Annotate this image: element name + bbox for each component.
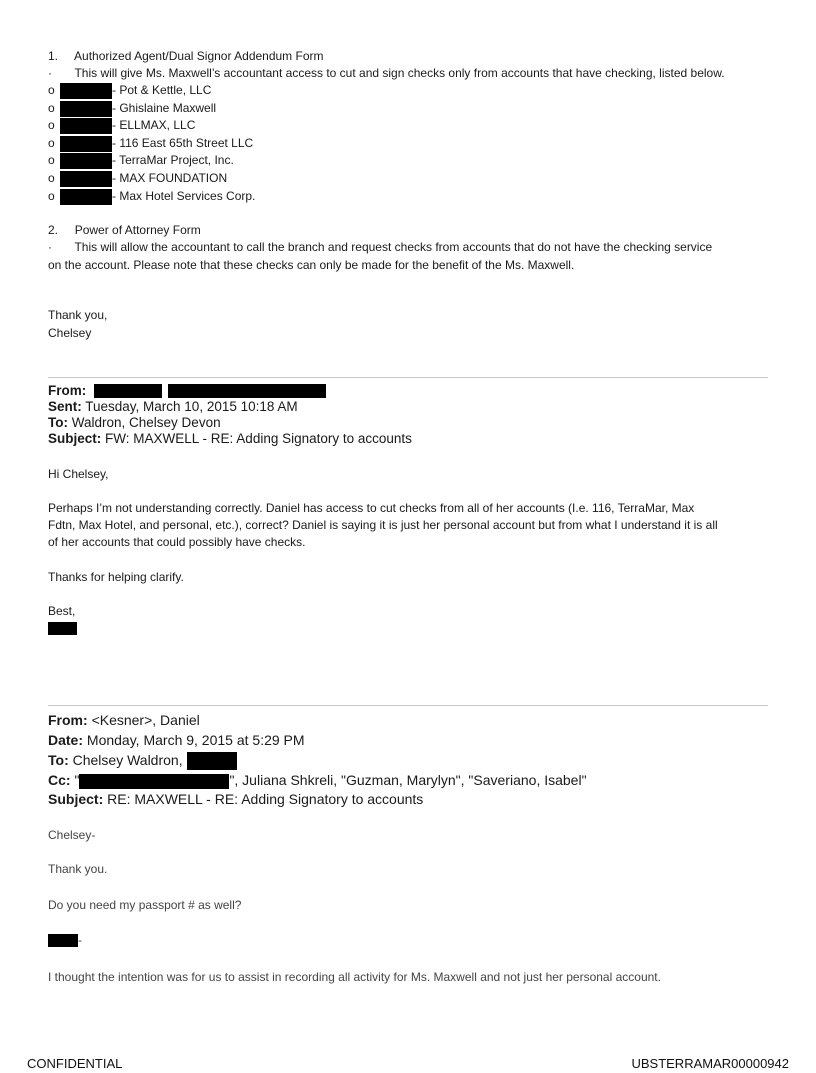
email1-subject: Subject: FW: MAXWELL - RE: Adding Signatory to accounts — [48, 431, 412, 446]
email1-closing: Best, — [48, 604, 76, 618]
redaction — [60, 153, 112, 169]
redaction — [79, 774, 229, 789]
list-item — [60, 117, 195, 134]
list-item — [60, 82, 211, 99]
email1-body-line3: of her accounts that could possibly have checks. — [48, 535, 306, 549]
redaction — [94, 384, 162, 398]
list-item — [60, 188, 255, 205]
list-marker: o — [48, 118, 55, 132]
email2-thanks: Thank you. — [48, 862, 108, 876]
bullet-dot: · — [48, 66, 52, 80]
section1-heading — [48, 48, 324, 65]
list-marker: o — [48, 136, 55, 150]
section2-description-line1: · This will allow the accountant to call the branch and request checks from accounts that do not have the checking service — [48, 240, 713, 254]
email2-question: Do you need my passport # as well? — [48, 898, 242, 912]
signature-redaction — [48, 622, 77, 635]
footer-bates-number: UBSTERRAMAR00000942 — [631, 1056, 789, 1071]
list-item — [60, 152, 234, 169]
section2-description-line2: on the account. Please note that these checks can only be made for the benefit of the Ms. Maxwell. — [48, 258, 575, 272]
section2-number: 2. — [48, 223, 59, 237]
redaction — [187, 752, 237, 770]
redaction — [168, 384, 326, 398]
section1-number: 1. — [48, 49, 59, 63]
list-item — [60, 170, 227, 187]
account-name: - Pot & Kettle, LLC — [112, 83, 212, 97]
account-name: - ELLMAX, LLC — [112, 118, 196, 132]
email1-greeting: Hi Chelsey, — [48, 467, 109, 481]
email1-thanks: Thanks for helping clarify. — [48, 570, 184, 584]
list-marker: o — [48, 189, 55, 203]
divider — [48, 705, 768, 706]
section2-title: Power of Attorney Form — [74, 223, 201, 237]
list-marker: o — [48, 171, 55, 185]
section1-description-text: This will give Ms. Maxwell’s accountant access to cut and sign checks only from accounts that have checking, listed below. — [74, 66, 725, 80]
email2-from: From: <Kesner>, Daniel — [48, 712, 200, 728]
email2-date: Date: Monday, March 9, 2015 at 5:29 PM — [48, 732, 305, 748]
email2-to: To: Chelsey Waldron, — [48, 750, 237, 770]
divider — [48, 377, 768, 378]
email2-signature: - — [48, 932, 82, 949]
email2-body: I thought the intention was for us to assist in recording all activity for Ms. Maxwell and not just her personal account. — [48, 970, 661, 984]
account-name: - Max Hotel Services Corp. — [112, 189, 256, 203]
account-name: - MAX FOUNDATION — [112, 171, 228, 185]
bullet-dot: · — [48, 240, 52, 254]
redaction — [60, 83, 112, 99]
redaction — [60, 136, 112, 152]
list-item — [60, 135, 253, 152]
email2-subject: Subject: RE: MAXWELL - RE: Adding Signatory to accounts — [48, 791, 424, 807]
list-marker: o — [48, 101, 55, 115]
email1-sent: Sent: Tuesday, March 10, 2015 10:18 AM — [48, 399, 298, 414]
email1-body-line1: Perhaps I’m not understanding correctly. Daniel has access to cut checks from all of her accounts (I.e. 116, TerraMar, Max — [48, 501, 695, 515]
email2-greeting: Chelsey- — [48, 828, 96, 842]
redaction — [60, 118, 112, 134]
account-name: - TerraMar Project, Inc. — [112, 153, 234, 167]
signoff-closing: Thank you, — [48, 308, 108, 322]
list-item — [60, 100, 216, 117]
signoff-name: Chelsey — [48, 326, 92, 340]
section1-description — [48, 65, 725, 82]
email1-from: From: — [48, 383, 326, 399]
email1-to: To: Waldron, Chelsey Devon — [48, 415, 221, 430]
email2-cc: Cc: " ", Juliana Shkreli, "Guzman, Marylyn", "Saveriano, Isabel" — [48, 772, 587, 788]
redaction — [48, 934, 78, 947]
list-marker: o — [48, 83, 55, 97]
footer-confidential: CONFIDENTIAL — [27, 1056, 123, 1071]
redaction — [60, 101, 112, 117]
section2-heading — [48, 222, 201, 239]
list-marker: o — [48, 153, 55, 167]
redaction — [60, 189, 112, 205]
account-name: - Ghislaine Maxwell — [112, 101, 217, 115]
redaction — [60, 171, 112, 187]
section1-title: Authorized Agent/Dual Signor Addendum Form — [74, 49, 324, 63]
email1-body-line2: Fdtn, Max Hotel, and personal, etc.), correct? Daniel is saying it is just her personal account but from what I understand it is all — [48, 518, 718, 532]
account-name: - 116 East 65th Street LLC — [112, 136, 254, 150]
